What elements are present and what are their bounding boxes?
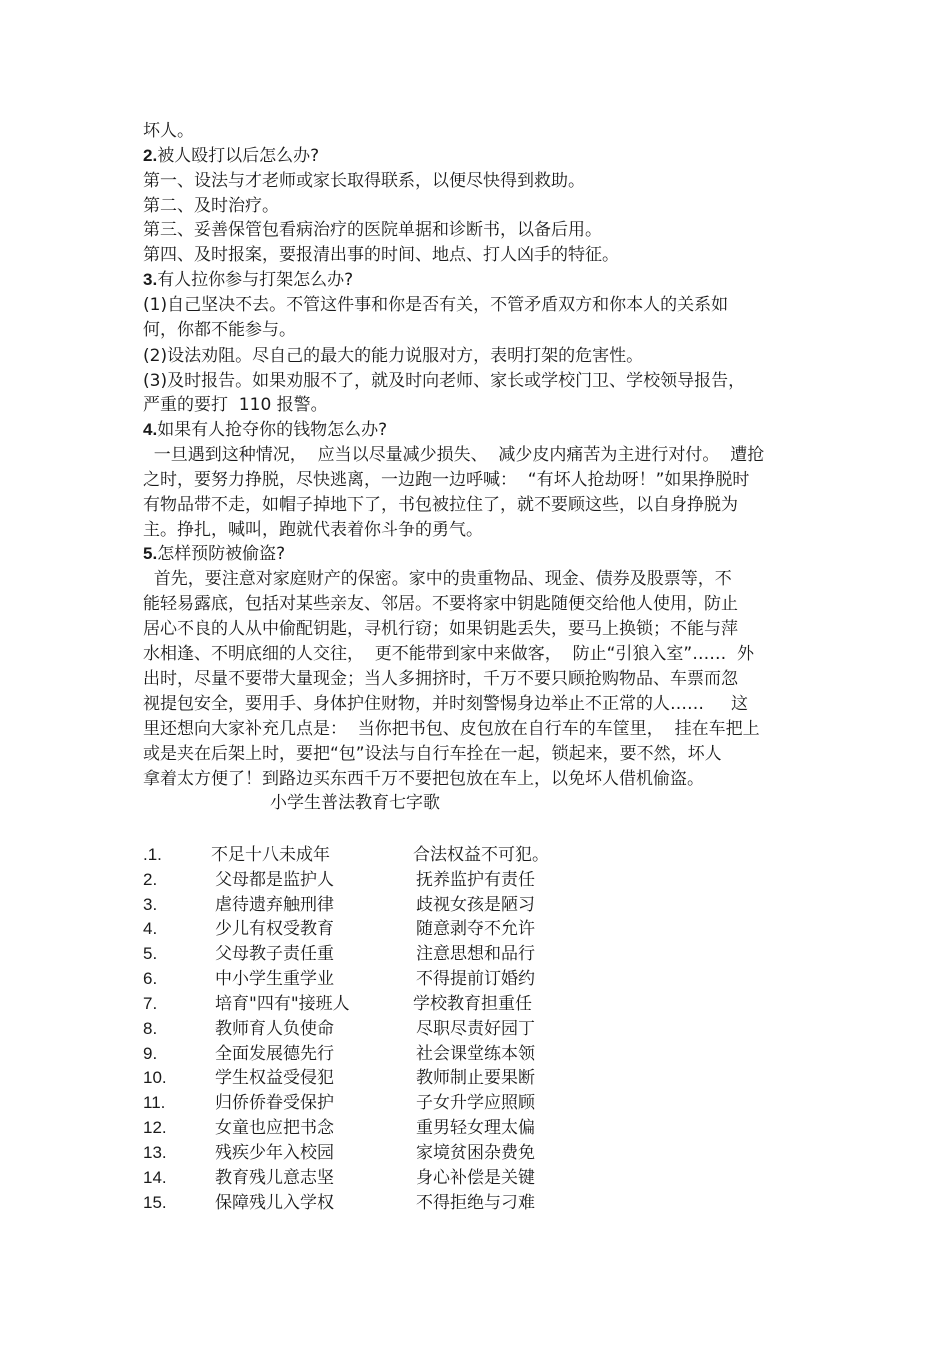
song-line-second: 合法权益不可犯。 [413,845,549,865]
song-row [143,843,703,867]
section-number: 5. [143,544,158,563]
song-line-first: 保障残儿入学权 [215,1193,334,1213]
paragraph-line: 水相逢、不明底细的人交往， 更不能带到家中来做客， 防止“引狼入室”…… 外 [143,644,755,664]
paragraph-line: 之时，要努力挣脱，尽快逃离，一边跑一边呼喊： “有坏人抢劫呀！”如果挣脱时 [143,470,750,490]
song-line-first: 虐待遗弃触刑律 [215,895,334,915]
song-line-second: 教师制止要果断 [416,1068,535,1088]
section-number: 4. [143,420,158,439]
paragraph-line: 有物品带不走，如帽子掉地下了，书包被拉住了，就不要顾这些，以自身挣脱为 [143,495,738,515]
song-line-second: 尽职尽责好园丁 [416,1019,535,1039]
song-row-number: 8. [143,1019,158,1038]
song-line-second: 随意剥夺不允许 [416,919,535,939]
paragraph-line: 第一、设法与才老师或家长取得联系，以便尽快得到救助。 [143,171,585,191]
song-row-number: 6. [143,969,158,988]
song-line-second: 不得提前订婚约 [416,969,535,989]
paragraph-line: 视提包安全，要用手、身体护住财物，并时刻警惕身边举止不正常的人…… 这 [143,694,749,714]
song-row-number: 2. [143,870,158,889]
paragraph-line: 居心不良的人从中偷配钥匙，寻机行窃；如果钥匙丢失，要马上换锁；不能与萍 [143,619,738,639]
song-line-first: 归侨侨眷受保护 [215,1093,334,1113]
song-line-first: 残疾少年入校园 [215,1143,334,1163]
section-heading-4 [143,419,387,441]
song-row-number: 5. [143,944,158,963]
song-line-first: 少儿有权受教育 [215,919,334,939]
song-row-number: 15. [143,1193,167,1212]
song-line-second: 歧视女孩是陋习 [416,895,535,915]
song-line-first: 父母都是监护人 [215,870,334,890]
song-line-first: 女童也应把书念 [215,1118,334,1138]
paragraph-line: 何，你都不能参与。 [143,320,296,340]
song-line-second: 子女升学应照顾 [416,1093,535,1113]
song-line-first: 教育残儿意志坚 [215,1168,334,1188]
song-line-first: 全面发展德先行 [215,1044,334,1064]
song-line-first: 中小学生重学业 [215,969,334,989]
song-line-second: 不得拒绝与刁难 [416,1193,535,1213]
paragraph-line: 第四、及时报案，要报清出事的时间、地点、打人凶手的特征。 [143,245,619,265]
song-row [143,942,703,966]
section-heading-5 [143,543,285,565]
paragraph-line: 一旦遇到这种情况， 应当以尽量减少损失、 减少皮内痛苦为主进行对付。 遭抢 [143,445,765,465]
song-line-second: 重男轻女理太偏 [416,1118,535,1138]
paragraph-line: (3)及时报告。如果劝服不了，就及时向老师、家长或学校门卫、学校领导报告， [143,371,746,391]
song-line-second: 抚养监护有责任 [416,870,535,890]
song-row-number: 3. [143,895,158,914]
section-number: 3. [143,270,158,289]
paragraph-line: 出时，尽量不要带大量现金；当人多拥挤时，千万不要只顾抢购物品、车票而忽 [143,669,738,689]
song-row [143,1166,703,1190]
song-row [143,1191,703,1215]
song-line-second: 注意思想和品行 [416,944,535,964]
song-line-second: 学校教育担重任 [413,994,532,1014]
section-number: 2. [143,146,158,165]
song-row [143,1116,703,1140]
song-row-number: 7. [143,994,158,1013]
song-title: 小学生普法教育七字歌 [270,793,440,813]
section-heading-text: 如果有人抢夺你的钱物怎么办? [157,420,388,440]
song-row [143,1042,703,1066]
song-line-first: 学生权益受侵犯 [215,1068,334,1088]
song-line-second: 社会课堂练本领 [416,1044,535,1064]
song-row [143,893,703,917]
song-line-first: 不足十八未成年 [211,845,330,865]
song-row-number: 10. [143,1068,167,1087]
paragraph-line: 严重的要打 110 报警。 [143,395,328,415]
section-heading-text: 怎样预防被偷盗? [157,544,286,564]
section-heading-text: 有人拉你参与打架怎么办? [157,270,354,290]
paragraph-line: 主。挣扎，喊叫，跑就代表着你斗争的勇气。 [143,520,483,540]
paragraph-line: 拿着太方便了！到路边买东西千万不要把包放在车上，以免坏人借机偷盗。 [143,769,704,789]
song-line-first: 教师育人负使命 [215,1019,334,1039]
paragraph-line: 首先，要注意对家庭财产的保密。家中的贵重物品、现金、债券及股票等，不 [143,569,732,589]
song-row [143,992,703,1016]
paragraph-line: 坏人。 [143,121,194,141]
paragraph-line: 里还想向大家补充几点是： 当你把书包、皮包放在自行车的车筐里， 挂在车把上 [143,719,760,739]
paragraph-line: (2)设法劝阻。尽自己的最大的能力说服对方，表明打架的危害性。 [143,346,644,366]
song-row [143,1091,703,1115]
section-heading-text: 被人殴打以后怎么办? [157,146,320,166]
song-row-number: 12. [143,1118,167,1137]
song-row [143,967,703,991]
section-heading-3 [143,269,353,291]
song-row [143,1066,703,1090]
paragraph-line: 能轻易露底，包括对某些亲友、邻居。不要将家中钥匙随便交给他人使用，防止 [143,594,738,614]
song-line-second: 身心补偿是关键 [416,1168,535,1188]
song-row [143,868,703,892]
paragraph-line: (1)自己坚决不去。不管这件事和你是否有关，不管矛盾双方和你本人的关系如 [143,295,729,315]
song-row-number: 14. [143,1168,167,1187]
song-row-number: 4. [143,919,158,938]
section-heading-2 [143,145,319,167]
song-row-number: 13. [143,1143,167,1162]
paragraph-line: 第三、妥善保管包看病治疗的医院单据和诊断书，以备后用。 [143,220,602,240]
paragraph-line: 或是夹在后架上时，要把“包”设法与自行车拴在一起，锁起来，要不然，坏人 [143,744,722,764]
song-row [143,917,703,941]
song-line-second: 家境贫困杂费免 [416,1143,535,1163]
song-line-first: 父母教子责任重 [215,944,334,964]
song-row [143,1141,703,1165]
song-row-number: .1. [143,845,162,864]
song-row-number: 9. [143,1044,158,1063]
song-row [143,1017,703,1041]
paragraph-line: 第二、及时治疗。 [143,196,279,216]
song-row-number: 11. [143,1093,166,1112]
song-line-first: 培育"四有"接班人 [215,994,350,1014]
